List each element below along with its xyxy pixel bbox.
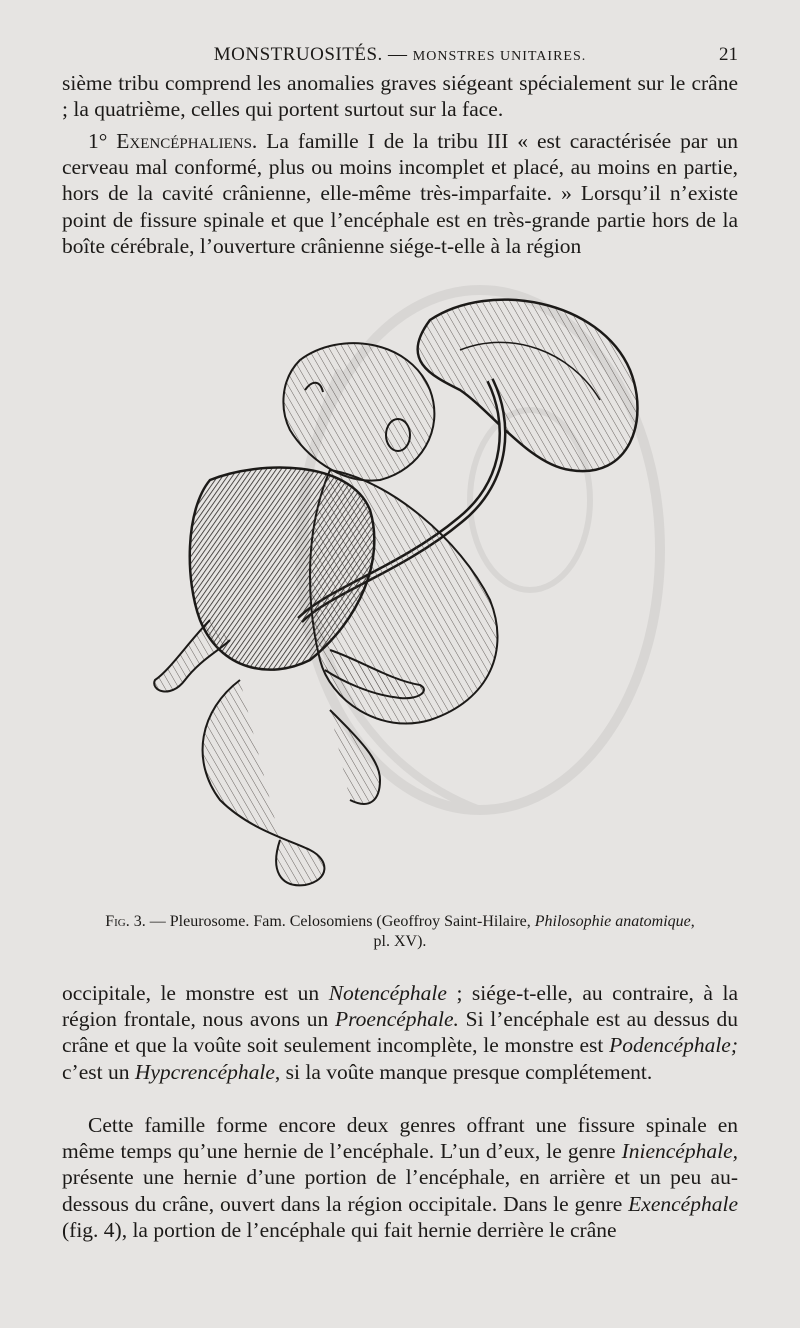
page-number: 21 xyxy=(719,44,738,65)
p4-text-b: présente une hernie d’une portion de l’encéphale, en arrière et un peu au-dessous du crâne, ouvert dans la région occipitale. Dans le genre xyxy=(62,1165,738,1216)
figure-caption xyxy=(100,912,700,952)
caption-italic: Philosophie anatomique xyxy=(534,913,691,930)
p3-text-b: ; siége-t-elle, au contraire, à la région frontale, nous avons un xyxy=(62,981,738,1032)
herniated-membrane xyxy=(418,300,638,471)
term-podencephale: Podencéphale; xyxy=(609,1033,738,1058)
term-iniencephale: Iniencéphale, xyxy=(621,1139,738,1164)
running-title-sub: MONSTRES UNITAIRES. xyxy=(412,49,587,64)
running-title-main: MONSTRUOSITÉS. xyxy=(213,44,383,65)
pleurosome-engraving xyxy=(130,280,650,900)
term-notencephale: Notencéphale xyxy=(328,981,447,1005)
paragraph-iniencephale xyxy=(62,1112,738,1243)
legs xyxy=(203,680,380,885)
p3-text-e: , si la voûte manque presque complétement. xyxy=(274,1059,653,1084)
paragraph-exencephaliens-text: La famille I de la tribu III « est caractérisée par un cerveau mal conformé, plus ou moins incomplet et placé, au moins en partie, hors de la cavité crânienne, elle-même très-imparfaite. » Lorsqu’il n’existe point de fissure spinale et que l’encéphale est en très-grande partie hors de la boîte cérébrale, l’ouverture crânienne siége-t-elle à la région xyxy=(62,129,738,258)
running-title xyxy=(62,44,738,66)
paragraph-notencephale xyxy=(62,980,738,1085)
left-arm xyxy=(154,620,230,692)
paragraph-continuation: sième tribu comprend les anomalies graves siégeant spécialement sur le crâne ; la quatrième, celles qui portent surtout sur la face. xyxy=(62,71,738,122)
p3-text-c: Si l’encéphale est au dessus du crâne et que la voûte soit seulement incomplète, le monstre est xyxy=(62,1007,738,1058)
p4-text-a: Cette famille forme encore deux genres offrant une fissure spinale en même temps qu’une hernie de l’encéphale. L’un d’eux, le genre xyxy=(62,1113,738,1164)
caption-text: — Pleurosome. Fam. Celosomiens (Geoffroy Saint-Hilaire, xyxy=(145,913,535,930)
term-exencephale: Exencéphale xyxy=(628,1191,738,1216)
head xyxy=(283,343,434,480)
p3-text-a: occipitale, le monstre est un xyxy=(62,981,329,1005)
p3-text-d: c’est un xyxy=(62,1059,135,1084)
running-title-dash: — xyxy=(382,44,413,65)
paragraph-exencephaliens xyxy=(62,128,738,259)
p4-text-c: (fig. 4), la portion de l’encéphale qui fait hernie derrière le crâne xyxy=(62,1217,617,1242)
term-proencephale: Proencéphale. xyxy=(334,1007,459,1032)
figure-label: Fig. 3. xyxy=(105,913,146,930)
caption-end: , pl. XV). xyxy=(373,913,695,950)
term-hypcrencephale: Hypcrencéphale xyxy=(134,1059,275,1084)
section-term: Exencéphaliens. xyxy=(116,129,258,153)
section-number: 1° xyxy=(88,129,117,153)
